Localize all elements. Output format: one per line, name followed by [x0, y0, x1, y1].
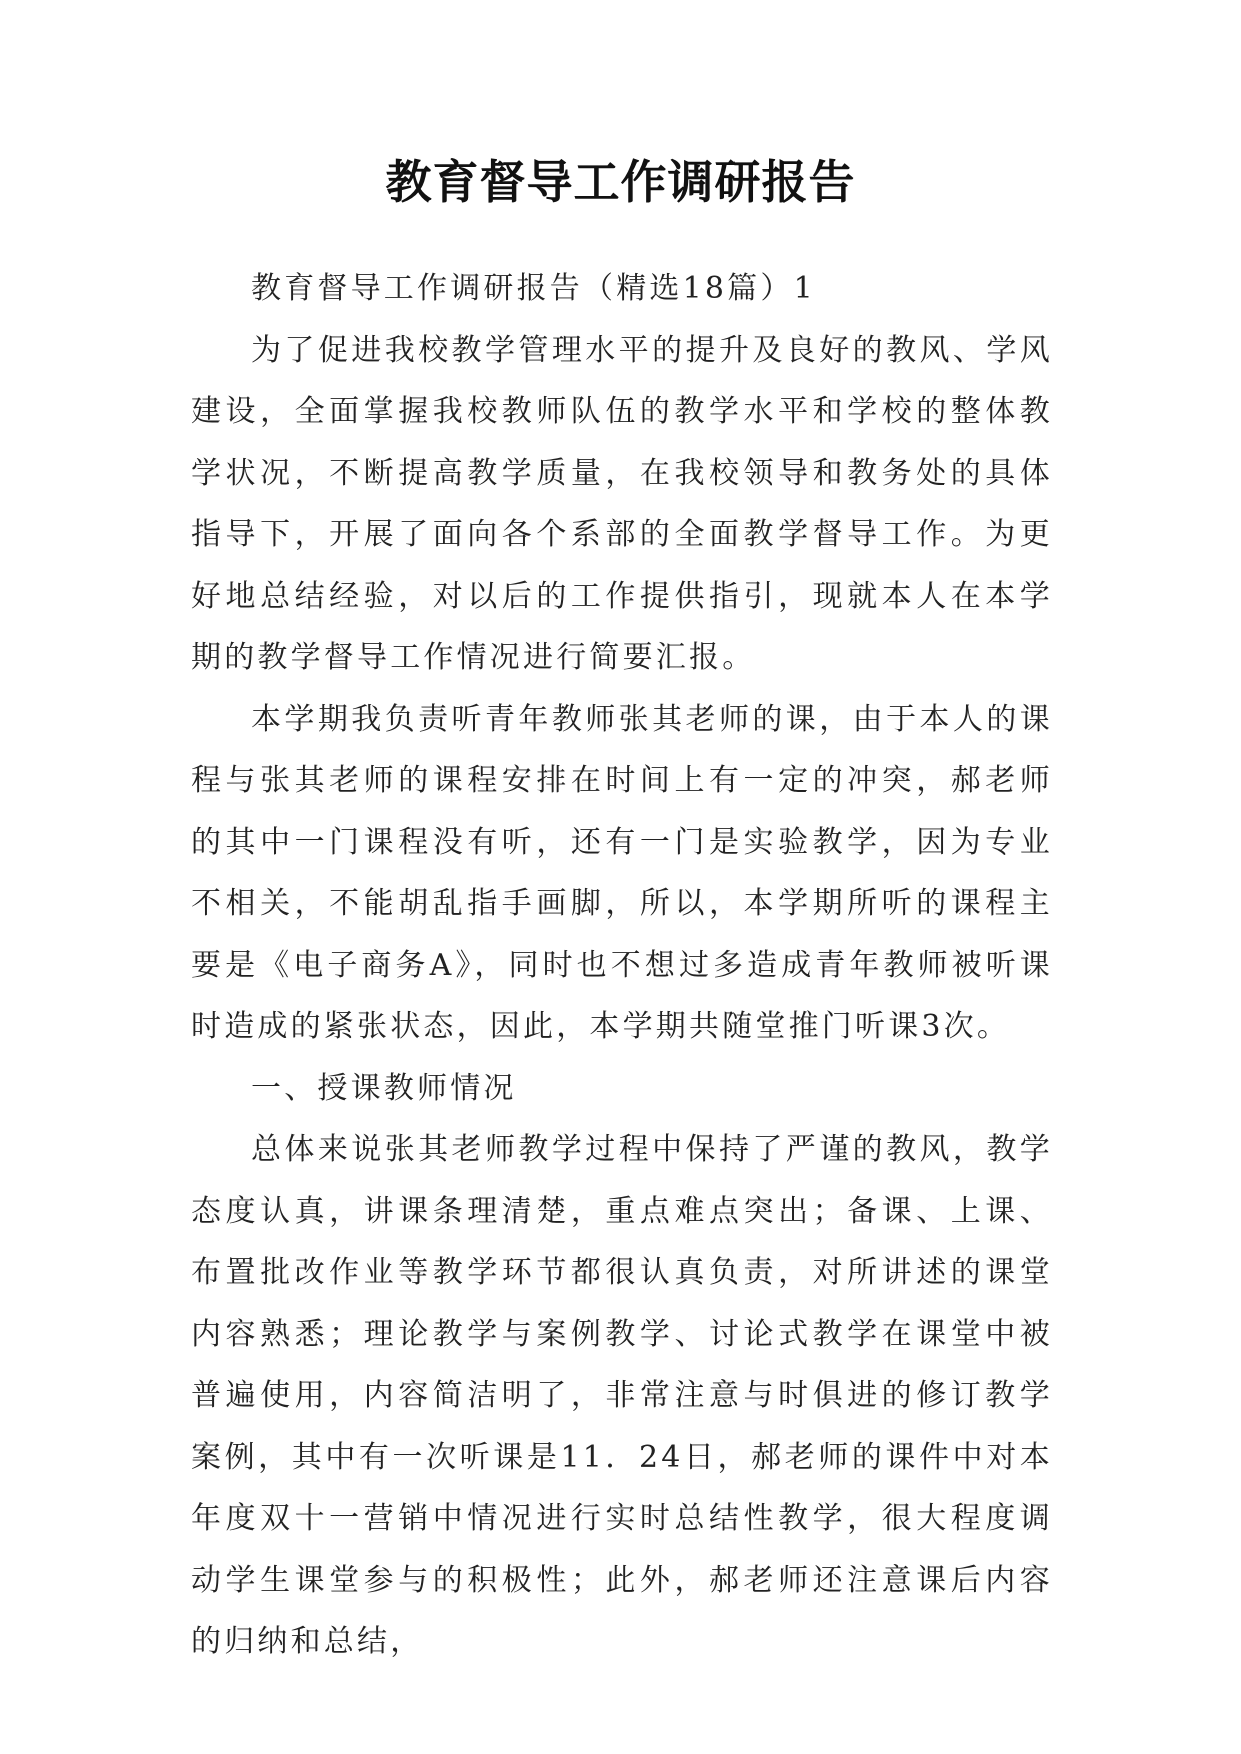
- document-title: 教育督导工作调研报告: [385, 155, 856, 209]
- document-subtitle: 教育督导工作调研报告（精选18篇）1: [251, 271, 816, 306]
- paragraph: 总体来说张其老师教学过程中保持了严谨的教风，教学态度认真，讲课条理清楚，重点难点突出；备课、上课、布置批改作业等教学环节都很认真负责，对所讲述的课堂内容熟悉；理论教学与案例教学、讨论式教学在课堂中被普遍使用，内容简洁明了，非常注意与时俱进的修订教学案例，其中有一次听课是11．24日，郝老师的课件中对本年度双十一营销中情况进行实时总结性教学，很大程度调动学生课堂参与的积极性；此外，郝老师还注意课后内容的归纳和总结，: [191, 1132, 1053, 1659]
- section-heading: 一、授课教师情况: [251, 1070, 517, 1106]
- paragraph: 本学期我负责听青年教师张其老师的课，由于本人的课程与张其老师的课程安排在时间上有一定的冲突，郝老师的其中一门课程没有听，还有一门是实验教学，因为专业不相关，不能胡乱指手画脚，所以，本学期所听的课程主要是《电子商务A》，同时也不想过多造成青年教师被听课时造成的紧张状态，因此，本学期共随堂推门听课3次。: [191, 701, 1053, 1044]
- paragraph: 为了促进我校教学管理水平的提升及良好的教风、学风建设，全面掌握我校教师队伍的教学水平和学校的整体教学状况，不断提高教学质量，在我校领导和教务处的具体指导下，开展了面向各个系部的全面教学督导工作。为更好地总结经验，对以后的工作提供指引，现就本人在本学期的教学督导工作情况进行简要汇报。: [191, 332, 1053, 675]
- document-body: [191, 258, 1053, 1673]
